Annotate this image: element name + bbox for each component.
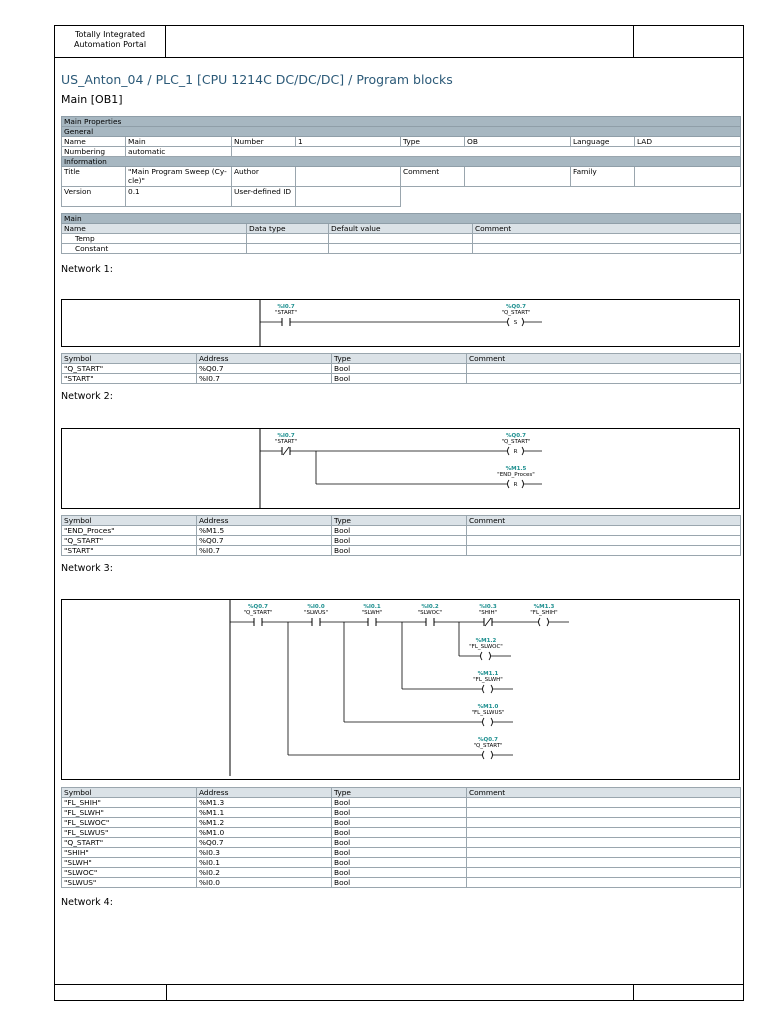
contact-address: %I0.1 <box>363 604 381 610</box>
coil <box>483 718 493 726</box>
column-header: Comment <box>467 788 741 798</box>
network-3-label: Network 3: <box>61 563 113 574</box>
contact-address: %I0.0 <box>307 604 325 610</box>
coil-symbol: "Q_START" <box>501 310 531 316</box>
table-cell: %I0.2 <box>197 868 332 878</box>
table-cell <box>247 234 329 244</box>
breadcrumb <box>61 72 453 87</box>
column-header: Address <box>197 354 332 364</box>
table-cell <box>473 234 741 244</box>
network-3-diagram <box>61 599 740 780</box>
table-cell: %Q0.7 <box>197 838 332 848</box>
table-cell <box>467 536 741 546</box>
prop-label: User-defined ID <box>232 187 296 207</box>
coil-address: %M1.3 <box>533 604 555 610</box>
interface-row-name: Constant <box>62 244 247 254</box>
table-cell: Bool <box>332 838 467 848</box>
table-cell <box>467 526 741 536</box>
coil <box>481 652 491 660</box>
table-row <box>62 364 741 374</box>
table-cell: "Q_START" <box>62 838 197 848</box>
contact-symbol: "SHIH" <box>478 610 498 616</box>
coil-symbol: "FL_SLWUS" <box>471 710 505 716</box>
prop-label: Author <box>232 167 296 187</box>
breadcrumb-separator: / <box>143 72 156 87</box>
table-cell <box>329 244 473 254</box>
no-contact <box>282 318 290 326</box>
coil-symbol: "FL_SHIH" <box>530 610 558 616</box>
prop-value: "Main Program Sweep (Cy-cle)" <box>126 167 232 187</box>
coil-symbol: "FL_SLWOC" <box>469 644 503 650</box>
prop-value: Main <box>126 137 232 147</box>
table-cell: "END_Proces" <box>62 526 197 536</box>
interface-table <box>61 213 741 254</box>
coil <box>539 618 549 626</box>
table-row <box>62 878 741 888</box>
prop-value <box>465 167 571 187</box>
table-cell: "FL_SHIH" <box>62 798 197 808</box>
prop-value: 1 <box>296 137 401 147</box>
table-cell: %M1.1 <box>197 808 332 818</box>
main-properties-table <box>61 116 741 207</box>
table-cell: "FL_SLWH" <box>62 808 197 818</box>
coil-address: %Q0.7 <box>478 737 498 743</box>
nc-contact <box>484 618 492 626</box>
table-row <box>62 868 741 878</box>
table-cell: %M1.5 <box>197 526 332 536</box>
breadcrumb-project: US_Anton_04 <box>61 72 144 87</box>
coil-type: R <box>513 449 518 455</box>
table-cell: %Q0.7 <box>197 364 332 374</box>
table-cell: "START" <box>62 546 197 556</box>
prop-value: OB <box>465 137 571 147</box>
coil-type: S <box>513 320 518 326</box>
network-1-label: Network 1: <box>61 264 113 275</box>
section-header: General <box>62 127 741 137</box>
prop-value: 0.1 <box>126 187 232 207</box>
prop-value <box>635 167 741 187</box>
table-cell: "SHIH" <box>62 848 197 858</box>
contact-symbol: "START" <box>274 310 298 316</box>
company-line-1: Totally Integrated <box>74 30 146 39</box>
page-header <box>54 25 744 58</box>
table-cell: Bool <box>332 878 467 888</box>
contact-symbol: "SLWOC" <box>417 610 443 616</box>
column-header: Comment <box>473 224 741 234</box>
column-header: Comment <box>467 354 741 364</box>
contact-symbol: "SLWUS" <box>303 610 329 616</box>
network-4-label: Network 4: <box>61 897 113 908</box>
coil-symbol: "Q_START" <box>501 439 531 445</box>
nc-contact <box>282 447 290 455</box>
prop-label: Comment <box>401 167 465 187</box>
table-cell: Bool <box>332 818 467 828</box>
prop-value <box>296 187 401 207</box>
network-1-symbol-table <box>61 353 741 384</box>
table-cell <box>467 818 741 828</box>
table-cell <box>467 858 741 868</box>
table-row <box>62 798 741 808</box>
table-cell <box>473 244 741 254</box>
table-cell <box>467 868 741 878</box>
table-cell <box>467 808 741 818</box>
section-header: Information <box>62 157 741 167</box>
table-cell: "SLWOC" <box>62 868 197 878</box>
empty-cell <box>232 147 741 157</box>
column-header: Address <box>197 516 332 526</box>
network-1-diagram <box>61 299 740 347</box>
column-header: Symbol <box>62 788 197 798</box>
coil-symbol: "END_Proces" <box>497 472 535 478</box>
table-row <box>62 526 741 536</box>
table-row <box>62 818 741 828</box>
ladder-diagram <box>62 600 741 781</box>
prop-label: Number <box>232 137 296 147</box>
ladder-diagram <box>62 429 741 510</box>
network-2-diagram <box>61 428 740 509</box>
company-block <box>55 26 166 57</box>
table-row <box>62 858 741 868</box>
table-cell <box>467 546 741 556</box>
table-cell: %I0.0 <box>197 878 332 888</box>
no-contact <box>368 618 376 626</box>
table-cell: %I0.7 <box>197 546 332 556</box>
table-cell: Bool <box>332 808 467 818</box>
prop-label: Version <box>62 187 126 207</box>
contact-address: %I0.7 <box>277 433 295 439</box>
table-row <box>62 374 741 384</box>
table-cell <box>329 234 473 244</box>
prop-value: automatic <box>126 147 232 157</box>
block-title: Main [OB1] <box>61 93 123 106</box>
page-footer <box>54 984 744 1001</box>
table-cell: "FL_SLWUS" <box>62 828 197 838</box>
network-2-symbol-table <box>61 515 741 556</box>
interface-row-name: Temp <box>62 234 247 244</box>
prop-label: Name <box>62 137 126 147</box>
coil <box>483 685 493 693</box>
column-header: Name <box>62 224 247 234</box>
table-cell: Bool <box>332 526 467 536</box>
prop-label: Language <box>571 137 635 147</box>
table-cell: %I0.7 <box>197 374 332 384</box>
table-cell: %M1.3 <box>197 798 332 808</box>
table-cell: "Q_START" <box>62 536 197 546</box>
coil-address: %Q0.7 <box>506 433 526 439</box>
table-cell <box>467 828 741 838</box>
table-cell: Bool <box>332 858 467 868</box>
coil-symbol: "FL_SLWH" <box>473 677 503 683</box>
header-divider <box>633 26 634 57</box>
table-cell: %I0.3 <box>197 848 332 858</box>
table-cell: "FL_SLWOC" <box>62 818 197 828</box>
table-cell: "Q_START" <box>62 364 197 374</box>
contact-address: %I0.3 <box>479 604 497 610</box>
column-header: Type <box>332 788 467 798</box>
table-cell <box>467 878 741 888</box>
coil-address: %M1.1 <box>477 671 499 677</box>
prop-value: LAD <box>635 137 741 147</box>
table-row <box>62 536 741 546</box>
contact-address: %I0.7 <box>277 304 295 310</box>
table-row <box>62 838 741 848</box>
table-cell <box>467 798 741 808</box>
prop-label: Title <box>62 167 126 187</box>
table-cell <box>467 848 741 858</box>
column-header: Address <box>197 788 332 798</box>
coil <box>483 751 493 759</box>
section-header: Main Properties <box>62 117 741 127</box>
table-cell: Bool <box>332 828 467 838</box>
column-header: Symbol <box>62 516 197 526</box>
column-header: Type <box>332 516 467 526</box>
coil-address: %M1.0 <box>477 704 499 710</box>
contact-address: %Q0.7 <box>248 604 268 610</box>
table-cell: %M1.2 <box>197 818 332 828</box>
table-cell: Bool <box>332 536 467 546</box>
footer-divider-left <box>166 985 167 1000</box>
breadcrumb-folder: Program blocks <box>356 72 453 87</box>
column-header: Default value <box>329 224 473 234</box>
table-cell: %M1.0 <box>197 828 332 838</box>
table-cell <box>247 244 329 254</box>
coil-type: R <box>513 482 518 488</box>
table-cell: "SLWH" <box>62 858 197 868</box>
no-contact <box>426 618 434 626</box>
table-cell <box>467 838 741 848</box>
prop-label: Family <box>571 167 635 187</box>
section-header: Main <box>62 214 741 224</box>
contact-symbol: "START" <box>274 439 298 445</box>
no-contact <box>254 618 262 626</box>
network-2-label: Network 2: <box>61 391 113 402</box>
contact-address: %I0.2 <box>421 604 439 610</box>
coil-address: %Q0.7 <box>506 304 526 310</box>
contact-symbol: "SLWH" <box>361 610 383 616</box>
table-cell: Bool <box>332 546 467 556</box>
prop-label: Numbering <box>62 147 126 157</box>
company-line-2: Automation Portal <box>73 40 147 49</box>
network-3-symbol-table <box>61 787 741 888</box>
table-cell: "START" <box>62 374 197 384</box>
coil-address: %M1.2 <box>475 638 497 644</box>
table-cell: "SLWUS" <box>62 878 197 888</box>
footer-divider-right <box>633 985 634 1000</box>
table-row <box>62 808 741 818</box>
column-header: Data type <box>247 224 329 234</box>
column-header: Comment <box>467 516 741 526</box>
prop-value <box>296 167 401 187</box>
table-cell: Bool <box>332 798 467 808</box>
prop-label: Type <box>401 137 465 147</box>
column-header: Type <box>332 354 467 364</box>
table-cell <box>467 364 741 374</box>
breadcrumb-separator: / <box>344 72 357 87</box>
table-row <box>62 848 741 858</box>
table-cell: Bool <box>332 374 467 384</box>
no-contact <box>312 618 320 626</box>
breadcrumb-device: PLC_1 [CPU 1214C DC/DC/DC] <box>155 72 345 87</box>
table-cell <box>467 374 741 384</box>
column-header: Symbol <box>62 354 197 364</box>
table-cell: %Q0.7 <box>197 536 332 546</box>
table-cell: Bool <box>332 848 467 858</box>
table-cell: Bool <box>332 364 467 374</box>
table-cell: %I0.1 <box>197 858 332 868</box>
empty-cell <box>401 187 741 207</box>
coil-address: %M1.5 <box>505 466 527 472</box>
table-row <box>62 828 741 838</box>
table-row <box>62 546 741 556</box>
coil-symbol: "Q_START" <box>473 743 503 749</box>
contact-symbol: "Q_START" <box>243 610 273 616</box>
table-cell: Bool <box>332 868 467 878</box>
ladder-diagram <box>62 300 741 348</box>
